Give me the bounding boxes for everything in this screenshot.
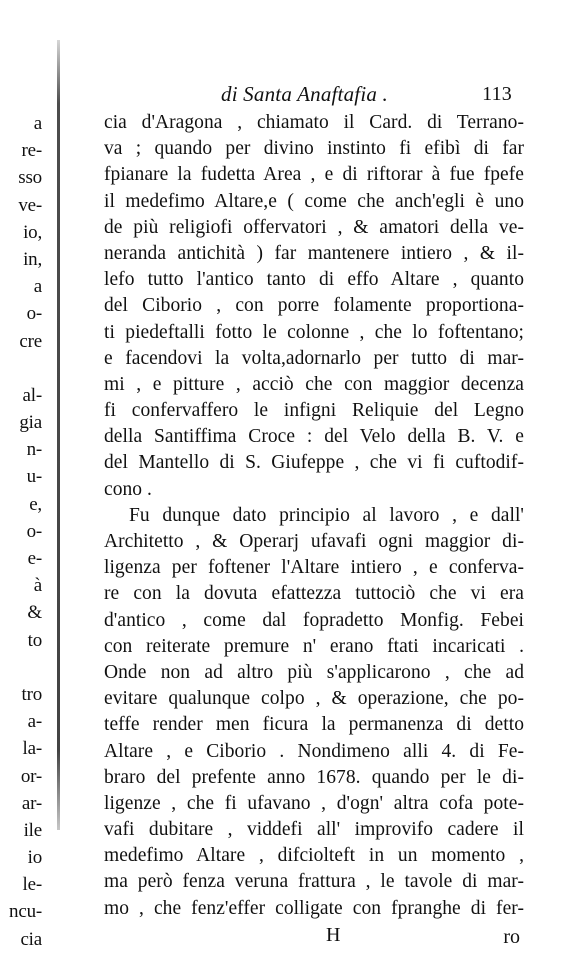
text-line: mi , e pitture , acciò che con maggior decenza [104, 373, 524, 395]
facing-page-fragment: cia [20, 928, 42, 950]
facing-page-fragment: sso [18, 167, 42, 189]
facing-page-fragment: ar- [21, 792, 42, 814]
facing-page-fragment: o- [26, 520, 42, 542]
facing-page-fragment: tro [21, 683, 42, 705]
facing-page-fragment: o- [26, 303, 42, 325]
body-text [104, 110, 524, 922]
text-line: fi confervaffero le infigni Reliquie del Legno [104, 400, 524, 422]
text-line: cia d'Aragona , chiamato il Card. di Terrano- [104, 112, 524, 133]
text-line: della Santiffima Croce : del Velo della B. V. e [104, 426, 524, 448]
facing-page-fragment: io, [23, 221, 42, 243]
text-block [104, 80, 524, 954]
text-line: ti piedeftalli fotto le colonne , che lo foftentano; [104, 321, 524, 343]
facing-page-fragment: e, [29, 493, 42, 515]
text-line: d'antico , come dal fopradetto Monfig. Febei [104, 609, 524, 631]
text-line: del Ciborio , con porre folamente proportiona- [104, 295, 524, 317]
facing-page-fragment: in, [23, 248, 42, 270]
facing-page-fragment: re- [21, 140, 42, 162]
facing-page-fragment: or- [20, 765, 42, 787]
facing-page-fragment: io [27, 847, 42, 869]
page-number: 113 [482, 83, 512, 105]
text-line: cono . [104, 478, 152, 500]
facing-page-fragment [0, 355, 42, 382]
text-line: de più religiofi offervatori , & amatori della ve- [104, 216, 524, 238]
text-line: il medefimo Altare,e ( come che anch'egli è uno [104, 190, 524, 212]
text-line: ma però fenza veruna frattura , le tavole di mar- [104, 871, 524, 893]
catchword: ro [503, 925, 520, 948]
text-line: evitare qualunque colpo , & operazione, che po- [104, 688, 524, 710]
facing-page-fragment: gia [19, 412, 42, 434]
facing-page-fragment: & [27, 602, 42, 624]
text-line: con reiterate premure n' erano ftati incaricati . [104, 635, 524, 657]
text-line: ligenze , che fi ufavano , d'ogn' altra cofa pote- [104, 792, 524, 814]
page-footer [104, 924, 524, 954]
facing-page-fragment: le- [22, 874, 42, 896]
text-line: neranda antichità ) far mantenere intiero , & il- [104, 242, 524, 264]
text-line: Altare , e Ciborio . Nondimeno alli 4. di Fe- [104, 740, 524, 762]
facing-page-fragment: ve- [18, 194, 42, 216]
text-line: re con la dovuta efattezza tuttociò che vi era [104, 583, 524, 605]
facing-page-fragment: to [27, 629, 42, 651]
text-line: lefo tutto l'antico tanto di effo Altare , quanto [104, 269, 524, 291]
facing-page-fragment: e- [27, 548, 42, 569]
text-line: Architetto , & Operarj ufavafi ogni maggior di- [104, 531, 524, 552]
text-line: del Mantello di S. Giufeppe , che vi fi cuftodif- [104, 452, 524, 474]
text-line: teffe render men ficura la permanenza di detto [104, 714, 524, 736]
text-line: vafi dubitare , viddefi all' improvifo cadere il [104, 819, 524, 841]
text-line: medefimo Altare , difciolteft in un momento , [104, 845, 524, 867]
facing-page-margin [0, 0, 62, 950]
text-line: Onde non ad altro più s'applicarono , che ad [104, 661, 524, 683]
text-line: va ; quando per divino instinto fi efibì di far [104, 138, 524, 160]
facing-page-fragment: ncu- [9, 901, 42, 923]
text-line: fpianare la fudetta Area , e di riftorar à fue fpefe [104, 164, 524, 186]
binding-gutter-shadow [57, 40, 60, 830]
facing-page-fragment: la- [22, 738, 42, 760]
facing-page-fragment: a [33, 276, 42, 298]
facing-page-fragment: a [33, 113, 42, 134]
text-line: Fu dunque dato principio al lavoro , e dall' [129, 504, 524, 526]
text-line: ligenza per foftener l'Altare intiero , e conferva- [104, 557, 524, 579]
facing-page-fragment [0, 654, 42, 681]
facing-page-fragment: u- [26, 466, 42, 488]
facing-page-line-fragments [0, 110, 42, 953]
facing-page-fragment: a- [27, 711, 42, 733]
facing-page-fragment: al- [22, 384, 42, 406]
running-head [104, 80, 524, 110]
running-title: di Santa Anaftafia . [221, 82, 388, 106]
signature-mark: H [326, 923, 341, 946]
text-line: e facendovi la volta,adornarlo per tutto di mar- [104, 347, 524, 369]
facing-page-fragment: cre [19, 330, 42, 352]
text-line: mo , che fenz'effer colligate con fpranghe di fer- [104, 897, 524, 919]
facing-page-fragment: ile [23, 819, 42, 841]
facing-page-fragment: à [33, 575, 42, 597]
text-line: braro del prefente anno 1678. quando per le di- [104, 766, 524, 788]
facing-page-fragment: n- [26, 439, 42, 461]
